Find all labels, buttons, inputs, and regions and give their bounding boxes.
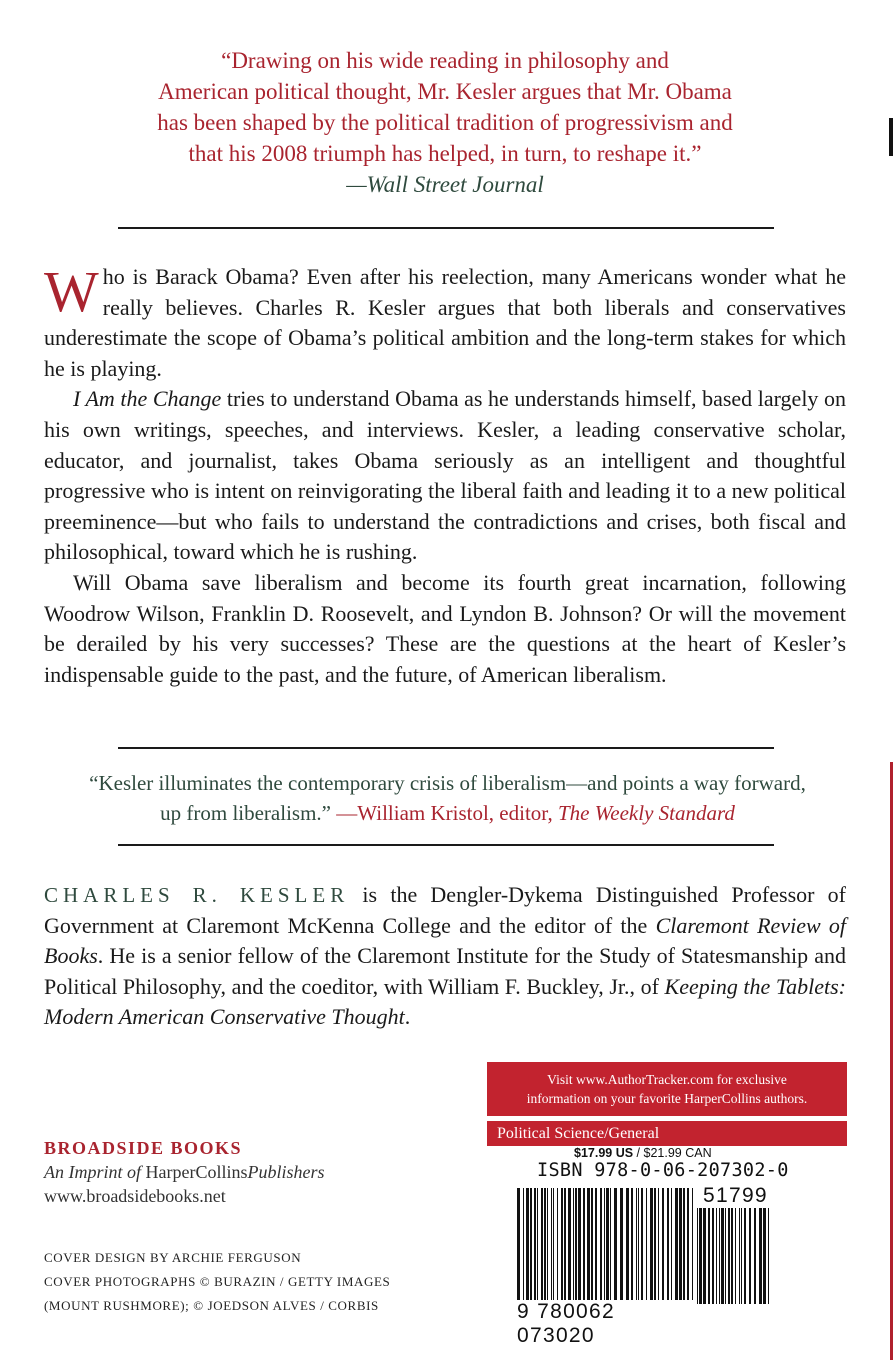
barcode-bar bbox=[725, 1208, 726, 1304]
barcode-bar bbox=[604, 1188, 605, 1300]
barcode-bar bbox=[564, 1188, 566, 1300]
quote-line: that his 2008 triumph has helped, in turn, to reshape it.” bbox=[188, 141, 702, 166]
book-title: I Am the Change bbox=[73, 386, 222, 412]
quote-attribution: —Wall Street Journal bbox=[346, 172, 544, 197]
publication-name: The Weekly Standard bbox=[557, 801, 735, 825]
barcode-bar bbox=[671, 1188, 672, 1300]
cover-credits bbox=[44, 1246, 464, 1318]
publisher-website: www.broadsidebooks.net bbox=[44, 1186, 226, 1206]
barcode-bar bbox=[544, 1188, 546, 1300]
quote-line bbox=[60, 798, 835, 828]
barcode-bar bbox=[735, 1208, 736, 1304]
addon-digits: 51799 bbox=[703, 1184, 768, 1207]
barcode-bar bbox=[687, 1188, 689, 1300]
paragraph-text: ho is Barack Obama? Even after his reelection, many Americans wonder what he really believes. Charles R. Kesler argues that both liberals and conservatives underestimate the scope of Obama’s political ambition and the long-term stakes for which he is playing. bbox=[44, 264, 846, 381]
barcode-bar bbox=[610, 1188, 611, 1300]
barcode-main bbox=[517, 1188, 695, 1300]
barcode-bar bbox=[646, 1188, 647, 1300]
price-can: $21.99 CAN bbox=[643, 1146, 712, 1160]
barcode-bar bbox=[667, 1188, 669, 1300]
quote-attribution: —William Kristol, editor, bbox=[331, 801, 558, 825]
barcode-bar bbox=[551, 1188, 552, 1300]
quote-line: “Kesler illuminates the contemporary crisis of liberalism—and points a way forward, bbox=[89, 771, 806, 795]
publisher-suffix: Publishers bbox=[247, 1162, 325, 1182]
imprint-prefix: An Imprint of bbox=[44, 1162, 146, 1182]
credit-line: COVER PHOTOGRAPHS © BURAZIN / GETTY IMAGES bbox=[44, 1274, 391, 1289]
quote-line: “Drawing on his wide reading in philosophy and bbox=[221, 48, 669, 73]
barcode-bar bbox=[641, 1188, 643, 1300]
divider-rule bbox=[118, 844, 774, 846]
divider-rule bbox=[118, 747, 774, 749]
blurb-paragraph-3 bbox=[44, 568, 846, 690]
price-separator: / bbox=[633, 1146, 644, 1160]
barcode-bar bbox=[583, 1188, 585, 1300]
barcode-bar bbox=[716, 1208, 717, 1304]
barcode-bar bbox=[759, 1208, 762, 1304]
barcode-bar bbox=[561, 1188, 563, 1300]
publisher-block bbox=[44, 1136, 404, 1208]
barcode-bar bbox=[568, 1188, 571, 1300]
barcode-bar bbox=[614, 1188, 617, 1300]
barcode-addon bbox=[697, 1208, 773, 1304]
banner-line: information on your favorite HarperCollins authors. bbox=[526, 1091, 808, 1106]
blurb-paragraph-2 bbox=[44, 384, 846, 568]
publisher-name: HarperCollins bbox=[145, 1162, 248, 1182]
barcode-bar bbox=[547, 1188, 548, 1300]
barcode-bar bbox=[658, 1188, 659, 1300]
book-title: Keeping the Tablets: Modern American Conservative Thought bbox=[44, 973, 846, 1030]
bio-text: . He is a senior fellow of the Claremont Institute for the Study of Statesmanship and Political Philosophy, and the coeditor, with William F. Buckley, Jr., of bbox=[44, 943, 846, 999]
barcode-bar bbox=[739, 1208, 740, 1304]
barcode-bar bbox=[719, 1208, 720, 1304]
barcode-bar bbox=[530, 1188, 532, 1300]
barcode-bar bbox=[636, 1188, 637, 1300]
barcode-bar bbox=[654, 1188, 656, 1300]
barcode-bar bbox=[517, 1188, 520, 1300]
author-tracker-banner bbox=[487, 1062, 847, 1116]
price-label bbox=[574, 1146, 712, 1160]
barcode-bar bbox=[728, 1208, 730, 1304]
blurb-body bbox=[44, 259, 846, 690]
barcode-bar bbox=[692, 1188, 693, 1300]
barcode-bar bbox=[731, 1208, 733, 1304]
divider-rule bbox=[118, 227, 774, 229]
author-name: CHARLES R. KESLER bbox=[44, 883, 350, 907]
banner-line: Visit www.AuthorTracker.com for exclusive bbox=[547, 1072, 787, 1087]
edge-mark bbox=[889, 118, 893, 156]
barcode-bar bbox=[675, 1188, 678, 1300]
barcode-bar bbox=[741, 1208, 742, 1304]
barcode-bar bbox=[526, 1188, 529, 1300]
quote-line: has been shaped by the political tradition of progressivism and bbox=[157, 110, 733, 135]
barcode-bar bbox=[600, 1188, 602, 1300]
barcode-bar bbox=[683, 1188, 685, 1300]
barcode-bar bbox=[708, 1208, 710, 1304]
barcode-bar bbox=[534, 1188, 536, 1300]
credit-line: COVER DESIGN BY ARCHIE FERGUSON bbox=[44, 1250, 302, 1265]
category-band: Political Science/General bbox=[487, 1121, 847, 1146]
imprint-name: BROADSIDE BOOKS bbox=[44, 1138, 243, 1158]
barcode-bar bbox=[587, 1188, 590, 1300]
barcode-bar bbox=[557, 1188, 558, 1300]
paragraph-text: tries to understand Obama as he understands himself, based largely on his own writings, speeches, and interviews. Kesler, a leading conservative scholar, educator, and journalist, takes Obama seriously as an intelligent and thoughtful progressive who is intent on reinvigorating the liberal faith and leading it to a new political preeminence—but who fails to understand the contradictions and crises, both fiscal and philosophical, toward which he is rushing. bbox=[44, 386, 846, 565]
barcode-bar bbox=[523, 1188, 524, 1300]
barcode-bar bbox=[697, 1208, 698, 1304]
imprint-line bbox=[44, 1160, 404, 1184]
barcode-bar bbox=[744, 1208, 746, 1304]
drop-cap: W bbox=[44, 259, 99, 324]
journal-title: Claremont Review of Books bbox=[44, 912, 846, 969]
top-review-quote bbox=[60, 45, 830, 200]
barcode-bar bbox=[763, 1208, 766, 1304]
bio-text: . bbox=[404, 1004, 411, 1030]
barcode-bar bbox=[631, 1188, 633, 1300]
mid-review-quote bbox=[60, 768, 835, 828]
barcode-bar bbox=[703, 1208, 706, 1304]
barcode-bar bbox=[595, 1188, 597, 1300]
barcode-bar bbox=[606, 1188, 609, 1300]
bio-text: is the Dengler-Dykema Distinguished Professor of Government at Claremont McKenna College and the editor of the bbox=[44, 882, 846, 938]
price-us: $17.99 US bbox=[574, 1146, 634, 1160]
barcode-bar bbox=[754, 1208, 756, 1304]
credit-line: (MOUNT RUSHMORE); © JOEDSON ALVES / CORBIS bbox=[44, 1298, 379, 1313]
barcode-bar bbox=[699, 1208, 702, 1304]
barcode-bar bbox=[712, 1208, 714, 1304]
author-bio bbox=[44, 880, 846, 1033]
quote-line: American political thought, Mr. Kesler argues that Mr. Obama bbox=[158, 79, 732, 104]
barcode-bar bbox=[650, 1188, 653, 1300]
barcode-bar bbox=[638, 1188, 639, 1300]
barcode-bar bbox=[749, 1208, 751, 1304]
barcode-bar bbox=[578, 1188, 581, 1300]
barcode-bar bbox=[768, 1208, 769, 1304]
barcode-bar bbox=[679, 1188, 682, 1300]
blurb-paragraph-1 bbox=[44, 259, 846, 384]
barcode-bar bbox=[721, 1208, 724, 1304]
barcode-bar bbox=[626, 1188, 629, 1300]
isbn-label: ISBN 978-0-06-207302-0 bbox=[537, 1160, 789, 1181]
barcode-bar bbox=[575, 1188, 577, 1300]
barcode-bar bbox=[553, 1188, 554, 1300]
barcode-bar bbox=[537, 1188, 538, 1300]
barcode-bar bbox=[620, 1188, 623, 1300]
ean-digits: 9 780062 073020 bbox=[517, 1300, 615, 1347]
barcode-bar bbox=[573, 1188, 574, 1300]
barcode-bar bbox=[541, 1188, 543, 1300]
barcode-bar bbox=[662, 1188, 664, 1300]
paragraph-text: Will Obama save liberalism and become its fourth great incarnation, following Woodrow Wilson, Franklin D. Roosevelt, and Lyndon B. Johnson? Or will the movement be derailed by his very successes? These are the questions at the heart of Kesler’s indispensable guide to the past, and the future, of American liberalism. bbox=[44, 569, 846, 687]
barcode-bar bbox=[591, 1188, 593, 1300]
quote-text: up from liberalism.” bbox=[160, 801, 331, 825]
